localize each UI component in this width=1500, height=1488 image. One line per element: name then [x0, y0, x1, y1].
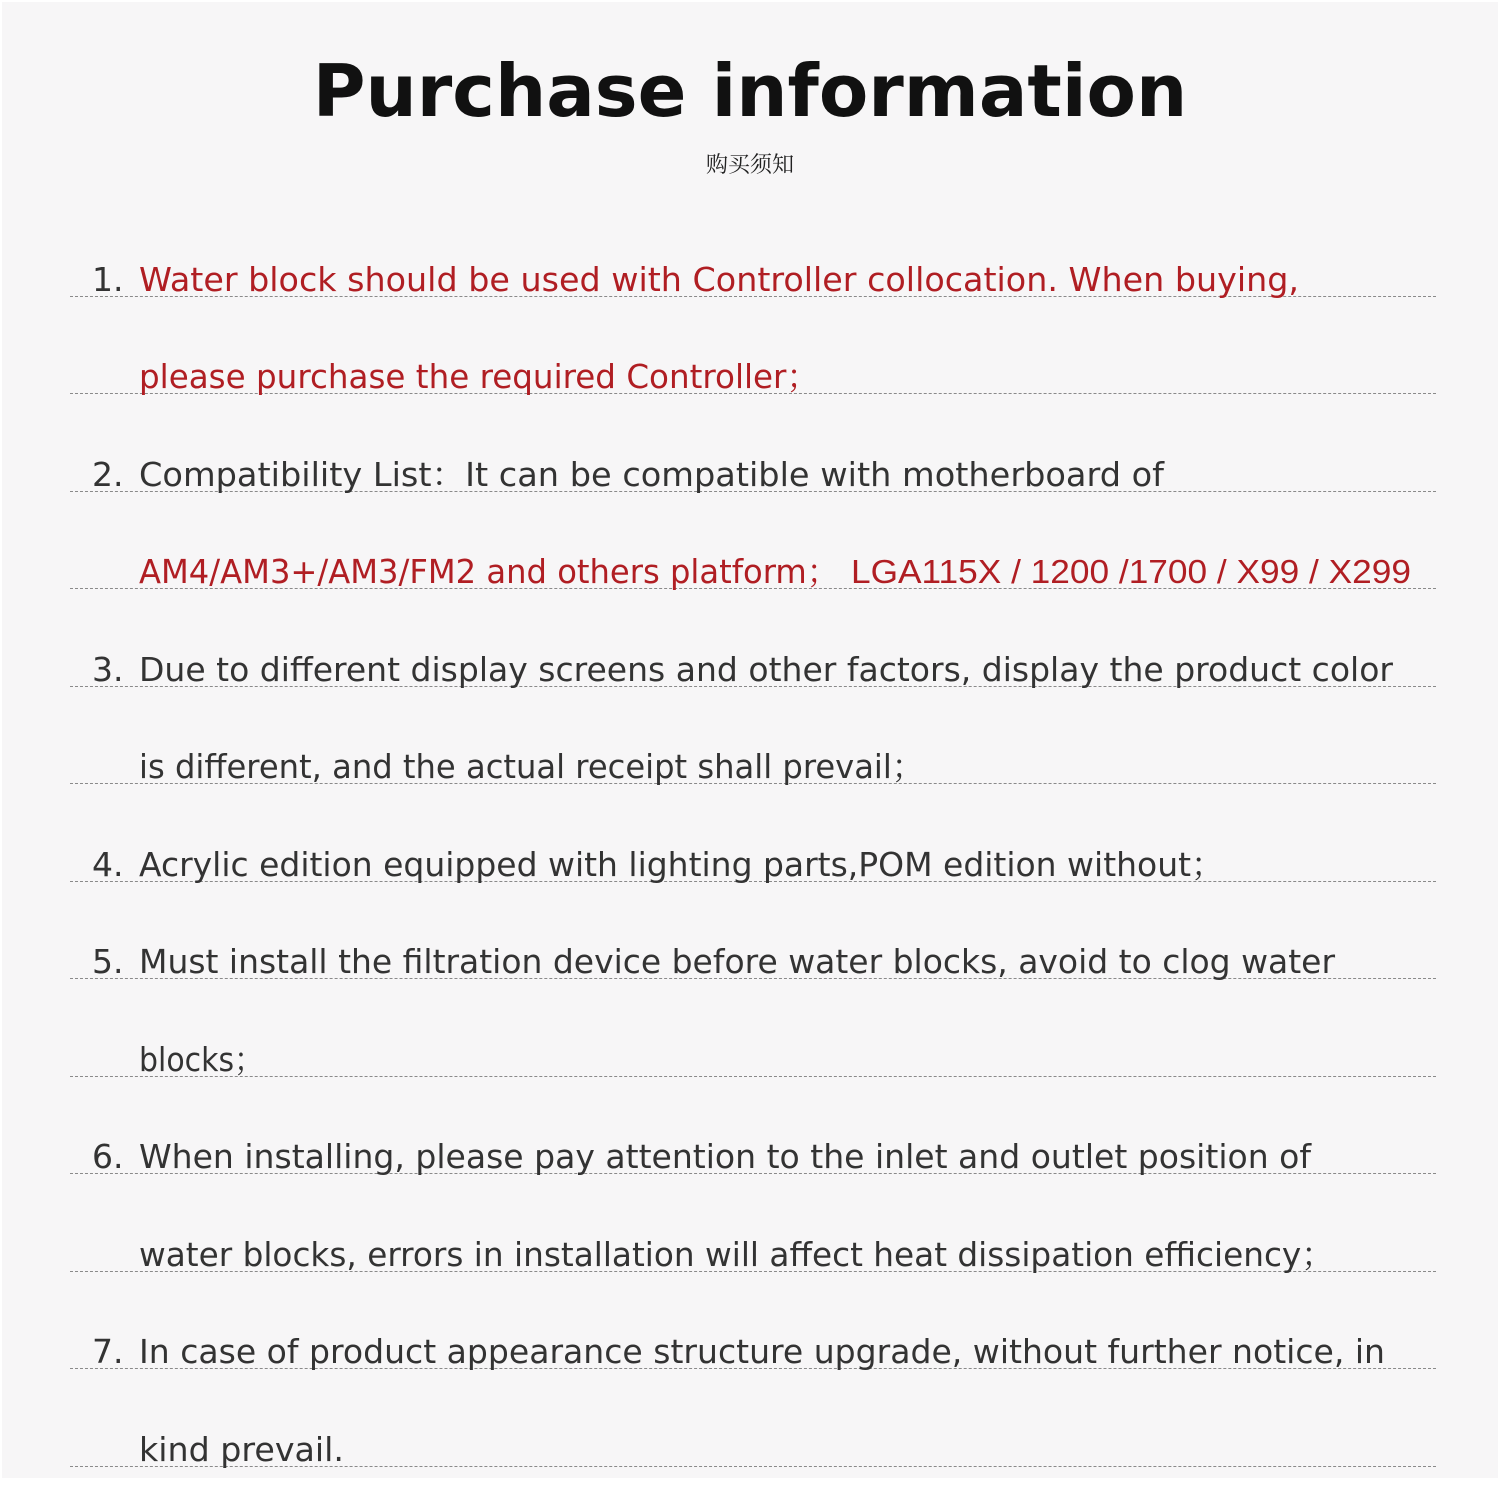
list-item-1-line-1 [70, 256, 1436, 297]
content-panel [2, 2, 1498, 1478]
item-number: 1. [92, 260, 124, 299]
item-text: is different, and the actual receipt shall prevail； [139, 747, 924, 786]
list-item-6-line-1 [70, 1133, 1436, 1174]
item-text: please purchase the required Controller； [139, 357, 819, 396]
item-number: 5. [92, 942, 124, 981]
item-number: 7. [92, 1332, 124, 1371]
list-item-7-line-1 [70, 1328, 1436, 1369]
page-title: Purchase information [312, 49, 1188, 133]
list-item-2-line-2 [70, 548, 1436, 589]
list-item-5-line-1 [70, 938, 1436, 979]
item-text: kind prevail. [139, 1430, 344, 1469]
list-item-5-line-2 [70, 1036, 1436, 1077]
item-text: Water block should be used with Controller collocation. When buying, [139, 260, 1299, 299]
item-text: water blocks, errors in installation will affect heat dissipation efficiency； [139, 1235, 1334, 1274]
list-item-3-line-1 [70, 646, 1436, 687]
item-number: 3. [92, 650, 124, 689]
item-text [139, 552, 1412, 592]
item-text: Must install the filtration device before water blocks, avoid to clog water [139, 942, 1335, 981]
item-number: 6. [92, 1137, 124, 1176]
list-item-6-line-2 [70, 1231, 1436, 1272]
platform-list-intel: LGA115X / 1200 /1700 / X99 / X299 [851, 553, 1412, 590]
item-number: 4. [92, 845, 124, 884]
item-number: 2. [92, 455, 124, 494]
item-text: When installing, please pay attention to the inlet and outlet position of [139, 1137, 1311, 1176]
item-text: Compatibility List：It can be compatible with motherboard of [139, 455, 1164, 494]
list-item-3-line-2 [70, 743, 1436, 784]
item-text: Acrylic edition equipped with lighting parts,POM edition without； [139, 845, 1224, 884]
list-item-1-line-2 [70, 353, 1436, 394]
list-item-4-line-1 [70, 841, 1436, 882]
page-subtitle: 购买须知 [705, 153, 794, 178]
list-item-7-line-2 [70, 1426, 1436, 1467]
list-item-2-line-1 [70, 451, 1436, 492]
item-text: blocks； [139, 1040, 264, 1079]
platform-list-amd: AM4/AM3+/AM3/FM2 and others platform； [139, 552, 839, 591]
item-text: In case of product appearance structure upgrade, without further notice, in [139, 1332, 1385, 1371]
item-text: Due to different display screens and other factors, display the product color [139, 650, 1393, 689]
